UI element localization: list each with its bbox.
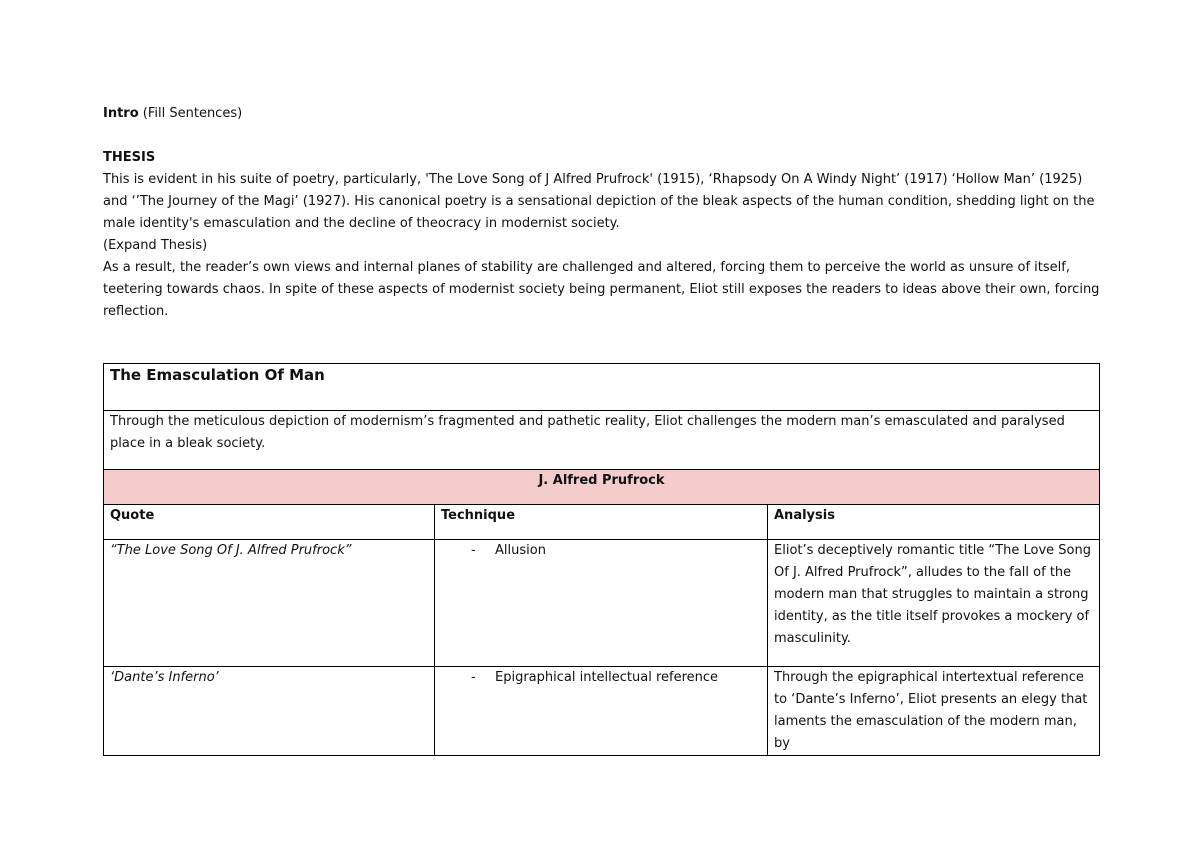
analysis-cell: Eliot’s deceptively romantic title “The Love Song Of J. Alfred Prufrock”, alludes to the fall of the modern man that struggles to maintain a strong identity, as the title itself provokes a mockery of masculinity. (768, 540, 1100, 667)
header-technique: Technique (435, 505, 768, 540)
technique-text: Epigraphical intellectual reference (495, 670, 719, 685)
table-title-row (104, 364, 1100, 411)
header-quote: Quote (104, 505, 435, 540)
poem-heading: J. Alfred Prufrock (104, 470, 1100, 505)
thesis-text: This is evident in his suite of poetry, particularly, 'The Love Song of J Alfred Prufrock' (1915), ‘Rhapsody On A Windy Night’ (1917) ‘Hollow Man’ (1925) and ‘’The Journey of the Magi’ (1927). His canonical poetry is a sensational depiction of the bleak aspects of the human condition, shedding light on the male identity's emasculation and the decline of theocracy in modernist society. (103, 172, 1095, 231)
quote-cell: ‘Dante’s Inferno’ (104, 667, 435, 756)
expand-thesis-label: (Expand Thesis) (103, 238, 208, 253)
list-dash: - (471, 670, 476, 685)
header-analysis: Analysis (768, 505, 1100, 540)
expand-thesis-text: As a result, the reader’s own views and internal planes of stability are challenged and altered, forcing them to perceive the world as unsure of itself, teetering towards chaos. In spite of these aspects of modernist society being permanent, Eliot still exposes the readers to ideas above their own, forcing reflection. (103, 260, 1100, 319)
table-row (104, 667, 1100, 756)
intro-heading-bold: Intro (103, 106, 139, 121)
quote-cell: “The Love Song Of J. Alfred Prufrock” (104, 540, 435, 667)
technique-cell (435, 667, 768, 756)
intro-heading (103, 103, 1103, 125)
table-description: Through the meticulous depiction of modernism’s fragmented and pathetic reality, Eliot challenges the modern man’s emasculated and paralysed place in a bleak society. (104, 411, 1100, 470)
analysis-table (103, 363, 1100, 756)
poem-heading-row (104, 470, 1100, 505)
analysis-cell: Through the epigraphical intertextual reference to ‘Dante’s Inferno’, Eliot presents an elegy that laments the emasculation of the modern man, by (768, 667, 1100, 756)
table-description-row (104, 411, 1100, 470)
intro-section (103, 103, 1103, 323)
table-row (104, 540, 1100, 667)
list-dash: - (471, 543, 476, 558)
table-title: The Emasculation Of Man (110, 366, 325, 384)
table-title-cell (104, 364, 1100, 411)
technique-cell (435, 540, 768, 667)
thesis-label: THESIS (103, 150, 156, 165)
intro-heading-note: (Fill Sentences) (138, 106, 243, 121)
technique-text: Allusion (495, 543, 546, 558)
column-header-row (104, 505, 1100, 540)
